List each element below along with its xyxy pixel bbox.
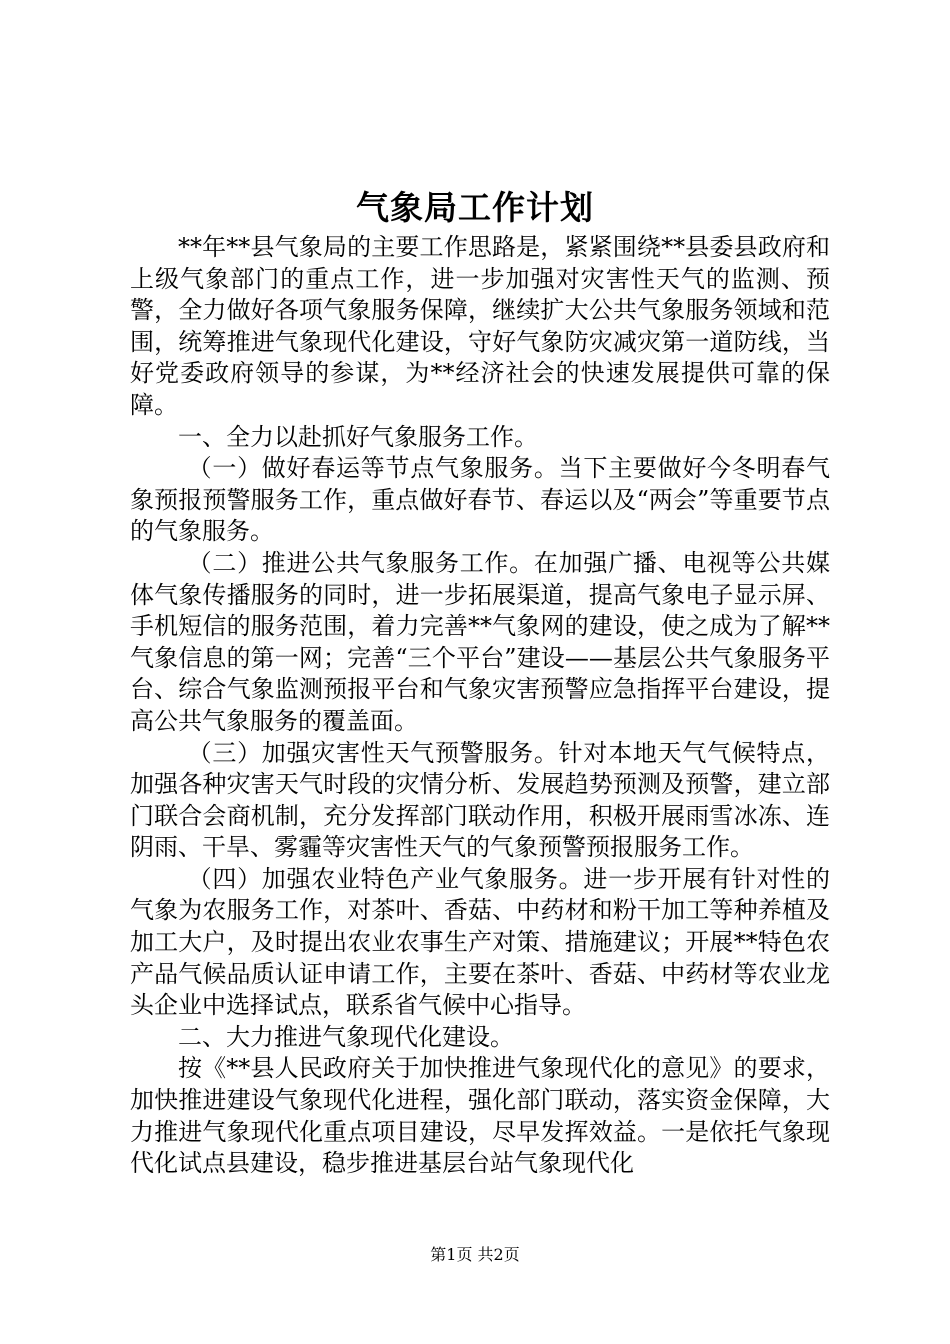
document-title: 气象局工作计划 bbox=[356, 188, 594, 227]
heading-section-1: 一、全力以赴抓好气象服务工作。 bbox=[178, 422, 538, 451]
paragraph-item-3: （三）加强灾害性天气预警服务。针对本地天气气候特点，加强各种灾害天气时段的灾情分析、发展趋势预测及预警，建立部门联合会商机制，充分发挥部门联动作用，积极开展雨雪冰冻、连阴雨、干旱、雾霾等灾害性天气的气象预警预报服务工作。 bbox=[130, 738, 830, 862]
paragraph-item-2: （二）推进公共气象服务工作。在加强广播、电视等公共媒体气象传播服务的同时，进一步拓展渠道，提高气象电子显示屏、手机短信的服务范围，着力完善**气象网的建设，使之成为了解**气象信息的第一网；完善“三个平台”建设——基层公共气象服务平台、综合气象监测预报平台和气象灾害预警应急指挥平台建设，提高公共气象服务的覆盖面。 bbox=[130, 548, 830, 735]
page-number-footer: 第1页 共2页 bbox=[430, 1245, 520, 1264]
paragraph-item-4: （四）加强农业特色产业气象服务。进一步开展有针对性的气象为农服务工作，对茶叶、香菇、中药材和粉干加工等种养植及加工大户，及时提出农业农事生产对策、措施建议；开展**特色农产品气候品质认证申请工作，主要在茶叶、香菇、中药材等农业龙头企业中选择试点，联系省气候中心指导。 bbox=[130, 864, 830, 1020]
document-body bbox=[130, 232, 830, 1180]
paragraph-item-1: （一）做好春运等节点气象服务。当下主要做好今冬明春气象预报预警服务工作，重点做好春节、春运以及“两会”等重要节点的气象服务。 bbox=[130, 454, 830, 546]
heading-section-2: 二、大力推进气象现代化建设。 bbox=[178, 1022, 514, 1051]
paragraph-intro: **年**县气象局的主要工作思路是，紧紧围绕**县委县政府和上级气象部门的重点工作，进一步加强对灾害性天气的监测、预警，全力做好各项气象服务保障，继续扩大公共气象服务领域和范围，统筹推进气象现代化建设，守好气象防灾减灾第一道防线，当好党委政府领导的参谋，为**经济社会的快速发展提供可靠的保障。 bbox=[130, 233, 830, 419]
paragraph-section-2-body: 按《**县人民政府关于加快推进气象现代化的意见》的要求，加快推进建设气象现代化进程，强化部门联动，落实资金保障，大力推进气象现代化重点项目建设，尽早发挥效益。一是依托气象现代化试点县建设，稳步推进基层台站气象现代化 bbox=[130, 1054, 830, 1178]
